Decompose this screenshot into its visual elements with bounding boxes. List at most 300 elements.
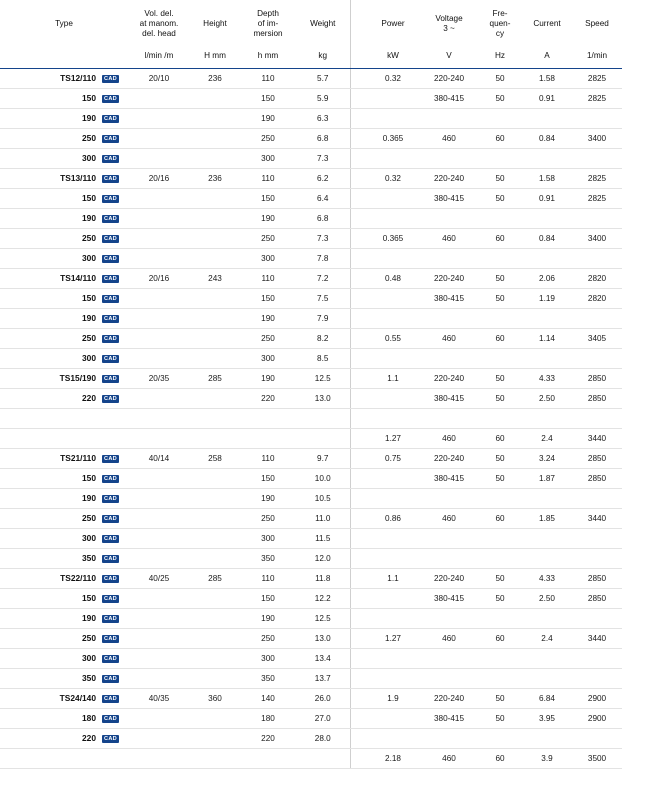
- cell-cad[interactable]: [100, 68, 128, 88]
- cad-download-icon[interactable]: CAD: [104, 135, 118, 142]
- cell-weight: 7.2: [296, 268, 350, 288]
- cell-type: [0, 128, 100, 148]
- cell-cad[interactable]: [100, 348, 128, 368]
- cell-cad[interactable]: [100, 208, 128, 228]
- type-label: 350: [82, 553, 96, 563]
- type-label: 250: [82, 333, 96, 343]
- cad-download-icon[interactable]: CAD: [104, 735, 118, 742]
- table-row: [0, 668, 664, 688]
- cell-weight: 26.0: [296, 688, 350, 708]
- cell-cad[interactable]: [100, 548, 128, 568]
- cell-cad[interactable]: [100, 308, 128, 328]
- table-row: [0, 68, 664, 88]
- table-row: [0, 348, 664, 368]
- header-depth-of-immersion: [240, 0, 296, 48]
- cell-current: [522, 348, 572, 368]
- cell-height: [190, 588, 240, 608]
- cell-type: [0, 708, 100, 728]
- cell-type: [0, 248, 100, 268]
- cell-current: [522, 648, 572, 668]
- cell-cad: [100, 748, 128, 768]
- cell-cad[interactable]: [100, 668, 128, 688]
- cell-frequency: 50: [478, 708, 522, 728]
- cell-column-separator: [350, 428, 366, 448]
- cell-current: 0.84: [522, 128, 572, 148]
- cell-cad[interactable]: [100, 688, 128, 708]
- cell-speed: 2850: [572, 568, 622, 588]
- table-row: [0, 108, 664, 128]
- cad-download-icon[interactable]: CAD: [104, 575, 118, 582]
- cell-type: [0, 548, 100, 568]
- header-speed: Speed: [572, 0, 622, 48]
- cad-download-icon[interactable]: CAD: [104, 395, 118, 402]
- cell-cad[interactable]: [100, 88, 128, 108]
- cell-height: [190, 608, 240, 628]
- cell-height: [190, 248, 240, 268]
- table-row: [0, 568, 664, 588]
- header-frequency-line3: cy: [495, 29, 505, 38]
- header-frequency: [478, 0, 522, 48]
- table-row: [0, 168, 664, 188]
- cell-volume-delivered: 40/35: [128, 688, 190, 708]
- cell-voltage: [420, 148, 478, 168]
- table-row: [0, 628, 664, 648]
- table-row: [0, 728, 664, 748]
- cad-download-icon[interactable]: CAD: [104, 555, 118, 562]
- table-row: [0, 368, 664, 388]
- cad-download-icon[interactable]: CAD: [104, 675, 118, 682]
- cad-download-icon[interactable]: CAD: [104, 615, 118, 622]
- cell-cad[interactable]: [100, 288, 128, 308]
- cell-current: [522, 548, 572, 568]
- type-label: 300: [82, 533, 96, 543]
- cell-type: [0, 348, 100, 368]
- table-row: [0, 708, 664, 728]
- cell-type: [0, 628, 100, 648]
- cell-volume-delivered: [128, 668, 190, 688]
- cell-type: [0, 308, 100, 328]
- cell-cad[interactable]: [100, 168, 128, 188]
- cell-depth-of-immersion: 300: [240, 348, 296, 368]
- cell-voltage: 460: [420, 328, 478, 348]
- cell-current: 0.91: [522, 88, 572, 108]
- cell-height: [190, 508, 240, 528]
- table-header: [0, 0, 664, 68]
- type-label: 190: [82, 213, 96, 223]
- table-row: [0, 88, 664, 108]
- cell-power: 0.48: [366, 268, 420, 288]
- cad-download-icon[interactable]: CAD: [104, 715, 118, 722]
- cell-speed: 3440: [572, 628, 622, 648]
- cell-speed: 3405: [572, 328, 622, 348]
- unit-depth-of-immersion: h mm: [240, 48, 296, 68]
- cell-height: [190, 408, 240, 428]
- cad-download-icon[interactable]: CAD: [104, 375, 118, 382]
- cell-type: [0, 168, 100, 188]
- header-voltage-line2: 3 ~: [443, 24, 455, 33]
- cad-download-icon[interactable]: CAD: [104, 595, 118, 602]
- cell-volume-delivered: [128, 248, 190, 268]
- cell-column-separator: [350, 388, 366, 408]
- cad-download-icon[interactable]: CAD: [104, 315, 118, 322]
- cell-voltage: [420, 668, 478, 688]
- cell-volume-delivered: [128, 108, 190, 128]
- cell-weight: 7.5: [296, 288, 350, 308]
- cell-speed: 2850: [572, 388, 622, 408]
- cell-weight: 5.7: [296, 68, 350, 88]
- cell-weight: 11.5: [296, 528, 350, 548]
- header-gap-separator: [350, 0, 366, 48]
- cell-type: [0, 508, 100, 528]
- cell-current: [522, 528, 572, 548]
- cell-column-separator: [350, 288, 366, 308]
- cell-power: 2.18: [366, 748, 420, 768]
- table-row: [0, 528, 664, 548]
- cell-type: [0, 388, 100, 408]
- table-body: [0, 68, 664, 768]
- table-row: [0, 148, 664, 168]
- cell-column-separator: [350, 688, 366, 708]
- cell-depth-of-immersion: 110: [240, 268, 296, 288]
- type-label: 250: [82, 633, 96, 643]
- cell-power: [366, 348, 420, 368]
- cell-current: 4.33: [522, 568, 572, 588]
- type-label: TS24/140: [59, 693, 96, 703]
- cell-power: [366, 468, 420, 488]
- cell-type: [0, 268, 100, 288]
- table-row: [0, 548, 664, 568]
- header-voltage: [420, 0, 478, 48]
- cell-power: [366, 388, 420, 408]
- cell-height: 285: [190, 368, 240, 388]
- cell-cad[interactable]: [100, 188, 128, 208]
- cell-weight: 11.0: [296, 508, 350, 528]
- cell-depth-of-immersion: 350: [240, 548, 296, 568]
- cad-download-icon[interactable]: CAD: [104, 455, 118, 462]
- cell-voltage: [420, 608, 478, 628]
- cell-height: [190, 748, 240, 768]
- cell-speed: 2900: [572, 688, 622, 708]
- cell-depth-of-immersion: 250: [240, 508, 296, 528]
- cell-depth-of-immersion: 250: [240, 328, 296, 348]
- cell-frequency: 50: [478, 388, 522, 408]
- cell-column-separator: [350, 108, 366, 128]
- cell-volume-delivered: [128, 228, 190, 248]
- cell-height: [190, 528, 240, 548]
- unit-height: H mm: [190, 48, 240, 68]
- cell-weight: 6.8: [296, 208, 350, 228]
- cad-download-icon[interactable]: CAD: [104, 515, 118, 522]
- cell-cad[interactable]: [100, 508, 128, 528]
- header-voltage-line1: Voltage: [435, 14, 463, 23]
- table-row: [0, 488, 664, 508]
- cell-cad[interactable]: [100, 468, 128, 488]
- cell-cad[interactable]: [100, 528, 128, 548]
- cell-height: [190, 228, 240, 248]
- cell-weight: 8.5: [296, 348, 350, 368]
- type-label: TS22/110: [60, 573, 96, 583]
- cell-power: 0.365: [366, 128, 420, 148]
- table-row: [0, 308, 664, 328]
- cell-cad[interactable]: [100, 628, 128, 648]
- cell-voltage: 460: [420, 748, 478, 768]
- cell-frequency: [478, 528, 522, 548]
- cell-frequency: 50: [478, 88, 522, 108]
- cell-speed: [572, 608, 622, 628]
- cell-height: [190, 348, 240, 368]
- cad-download-icon[interactable]: CAD: [104, 95, 118, 102]
- cell-cad[interactable]: [100, 388, 128, 408]
- cell-volume-delivered: [128, 128, 190, 148]
- cell-column-separator: [350, 468, 366, 488]
- type-label: 250: [82, 513, 96, 523]
- cell-weight: [296, 408, 350, 428]
- cell-speed: 3400: [572, 228, 622, 248]
- header-power: Power: [366, 0, 420, 48]
- unit-frequency: Hz: [478, 48, 522, 68]
- cell-cad[interactable]: [100, 108, 128, 128]
- cell-voltage: 460: [420, 228, 478, 248]
- table-row: [0, 748, 664, 768]
- cell-cad[interactable]: [100, 488, 128, 508]
- cell-depth-of-immersion: 110: [240, 448, 296, 468]
- cell-speed: [572, 148, 622, 168]
- unit-volume-delivered: l/min /m: [128, 48, 190, 68]
- cad-download-icon[interactable]: CAD: [104, 535, 118, 542]
- cell-cad[interactable]: [100, 248, 128, 268]
- cad-download-icon[interactable]: CAD: [104, 495, 118, 502]
- type-label: 190: [82, 493, 96, 503]
- cell-power: 0.55: [366, 328, 420, 348]
- cad-download-icon[interactable]: CAD: [104, 295, 118, 302]
- cell-type: [0, 688, 100, 708]
- cell-column-separator: [350, 608, 366, 628]
- cell-cad[interactable]: [100, 648, 128, 668]
- cad-download-icon[interactable]: CAD: [104, 275, 118, 282]
- cell-column-separator: [350, 548, 366, 568]
- cell-power: [366, 88, 420, 108]
- header-current: Current: [522, 0, 572, 48]
- cad-download-icon[interactable]: CAD: [104, 335, 118, 342]
- cad-download-icon[interactable]: CAD: [104, 635, 118, 642]
- cad-download-icon[interactable]: CAD: [104, 75, 118, 82]
- cell-depth-of-immersion: 110: [240, 168, 296, 188]
- unit-power: kW: [366, 48, 420, 68]
- table-row: [0, 208, 664, 228]
- cell-cad[interactable]: [100, 708, 128, 728]
- cell-power: [366, 488, 420, 508]
- cad-download-icon[interactable]: CAD: [104, 215, 118, 222]
- cell-speed: [572, 108, 622, 128]
- cell-weight: 13.0: [296, 388, 350, 408]
- cad-download-icon[interactable]: CAD: [104, 235, 118, 242]
- cell-cad[interactable]: [100, 268, 128, 288]
- cell-weight: 10.0: [296, 468, 350, 488]
- cell-frequency: [478, 108, 522, 128]
- cell-power: [366, 188, 420, 208]
- cell-current: [522, 308, 572, 328]
- cell-volume-delivered: [128, 628, 190, 648]
- cell-cad[interactable]: [100, 608, 128, 628]
- cad-download-icon[interactable]: CAD: [104, 195, 118, 202]
- cell-weight: 7.3: [296, 228, 350, 248]
- cell-power: [366, 288, 420, 308]
- cad-download-icon[interactable]: CAD: [104, 475, 118, 482]
- cell-speed: 2820: [572, 288, 622, 308]
- cell-column-separator: [350, 88, 366, 108]
- cell-current: 1.85: [522, 508, 572, 528]
- type-label: 150: [82, 473, 96, 483]
- cell-volume-delivered: [128, 428, 190, 448]
- header-volume-line3: del. head: [142, 29, 176, 38]
- type-label: TS15/190: [59, 373, 96, 383]
- header-depth-line3: mersion: [253, 29, 283, 38]
- cell-frequency: [478, 348, 522, 368]
- cell-depth-of-immersion: 250: [240, 128, 296, 148]
- cell-height: 236: [190, 168, 240, 188]
- cell-voltage: [420, 348, 478, 368]
- cell-cad[interactable]: [100, 368, 128, 388]
- cell-cad[interactable]: [100, 228, 128, 248]
- cell-frequency: 50: [478, 588, 522, 608]
- cell-current: 1.14: [522, 328, 572, 348]
- type-label: 190: [82, 113, 96, 123]
- cell-type: [0, 468, 100, 488]
- cell-voltage: 220-240: [420, 268, 478, 288]
- cell-type: [0, 608, 100, 628]
- cell-column-separator: [350, 248, 366, 268]
- cell-cad[interactable]: [100, 128, 128, 148]
- header-frequency-line1: Fre-: [492, 9, 508, 18]
- cell-frequency: 60: [478, 748, 522, 768]
- cell-speed: 2850: [572, 468, 622, 488]
- cell-cad[interactable]: [100, 448, 128, 468]
- table-row: [0, 268, 664, 288]
- cell-type: [0, 428, 100, 448]
- cad-download-icon[interactable]: CAD: [104, 255, 118, 262]
- cell-weight: 11.8: [296, 568, 350, 588]
- cell-power: [366, 148, 420, 168]
- cell-cad[interactable]: [100, 328, 128, 348]
- cell-power: [366, 668, 420, 688]
- cell-current: 2.06: [522, 268, 572, 288]
- cell-power: 0.86: [366, 508, 420, 528]
- header-depth-line1: Depth: [257, 9, 279, 18]
- cell-height: [190, 328, 240, 348]
- cell-depth-of-immersion: 300: [240, 248, 296, 268]
- cell-cad[interactable]: [100, 588, 128, 608]
- cell-voltage: 380-415: [420, 188, 478, 208]
- cad-download-icon[interactable]: CAD: [104, 155, 118, 162]
- cell-speed: 2825: [572, 68, 622, 88]
- type-label: 300: [82, 353, 96, 363]
- cell-frequency: 50: [478, 468, 522, 488]
- cell-column-separator: [350, 208, 366, 228]
- cell-type: [0, 568, 100, 588]
- cell-depth-of-immersion: 190: [240, 208, 296, 228]
- cell-power: 1.27: [366, 428, 420, 448]
- cell-voltage: 380-415: [420, 88, 478, 108]
- header-depth-line2: of im-: [257, 19, 279, 28]
- cell-volume-delivered: [128, 348, 190, 368]
- cell-power: [366, 608, 420, 628]
- type-label: 300: [82, 653, 96, 663]
- cell-speed: 3440: [572, 508, 622, 528]
- cell-frequency: 60: [478, 328, 522, 348]
- cell-depth-of-immersion: 140: [240, 688, 296, 708]
- cell-voltage: 460: [420, 428, 478, 448]
- type-label: 250: [82, 233, 96, 243]
- cell-speed: 3400: [572, 128, 622, 148]
- cell-volume-delivered: [128, 708, 190, 728]
- cell-cad[interactable]: [100, 148, 128, 168]
- cell-current: [522, 728, 572, 748]
- cell-depth-of-immersion: 150: [240, 468, 296, 488]
- cad-download-icon[interactable]: CAD: [104, 695, 118, 702]
- cell-column-separator: [350, 728, 366, 748]
- cell-frequency: [478, 148, 522, 168]
- cell-height: [190, 468, 240, 488]
- cell-voltage: 380-415: [420, 388, 478, 408]
- cell-cad[interactable]: [100, 728, 128, 748]
- cell-speed: [572, 648, 622, 668]
- cell-volume-delivered: 40/25: [128, 568, 190, 588]
- cell-volume-delivered: [128, 308, 190, 328]
- cell-weight: 8.2: [296, 328, 350, 348]
- cell-current: [522, 108, 572, 128]
- cell-speed: 2825: [572, 88, 622, 108]
- header-volume-delivered: [128, 0, 190, 48]
- cad-download-icon[interactable]: CAD: [104, 115, 118, 122]
- cell-column-separator: [350, 268, 366, 288]
- cell-volume-delivered: 20/16: [128, 168, 190, 188]
- cell-frequency: 50: [478, 688, 522, 708]
- cell-depth-of-immersion: 110: [240, 568, 296, 588]
- cell-weight: 6.2: [296, 168, 350, 188]
- cell-current: 1.19: [522, 288, 572, 308]
- cell-speed: [572, 208, 622, 228]
- cell-weight: 12.5: [296, 368, 350, 388]
- cell-height: [190, 108, 240, 128]
- cell-column-separator: [350, 168, 366, 188]
- cell-frequency: 60: [478, 228, 522, 248]
- cad-download-icon[interactable]: CAD: [104, 355, 118, 362]
- cell-weight: 7.3: [296, 148, 350, 168]
- cell-column-separator: [350, 528, 366, 548]
- table-row: [0, 688, 664, 708]
- cad-download-icon[interactable]: CAD: [104, 655, 118, 662]
- cell-speed: 2900: [572, 708, 622, 728]
- cell-weight: 28.0: [296, 728, 350, 748]
- cell-depth-of-immersion: 150: [240, 188, 296, 208]
- cell-frequency: 50: [478, 568, 522, 588]
- cell-weight: 6.8: [296, 128, 350, 148]
- cell-volume-delivered: [128, 648, 190, 668]
- cell-weight: 12.0: [296, 548, 350, 568]
- cell-volume-delivered: [128, 288, 190, 308]
- cell-height: 258: [190, 448, 240, 468]
- cell-voltage: 220-240: [420, 68, 478, 88]
- cell-column-separator: [350, 668, 366, 688]
- table-row: [0, 468, 664, 488]
- header-frequency-line2: quen-: [489, 19, 511, 28]
- cell-depth-of-immersion: 250: [240, 628, 296, 648]
- cell-height: [190, 548, 240, 568]
- type-label: 150: [82, 193, 96, 203]
- cad-download-icon[interactable]: CAD: [104, 175, 118, 182]
- cell-volume-delivered: 20/10: [128, 68, 190, 88]
- cell-cad[interactable]: [100, 568, 128, 588]
